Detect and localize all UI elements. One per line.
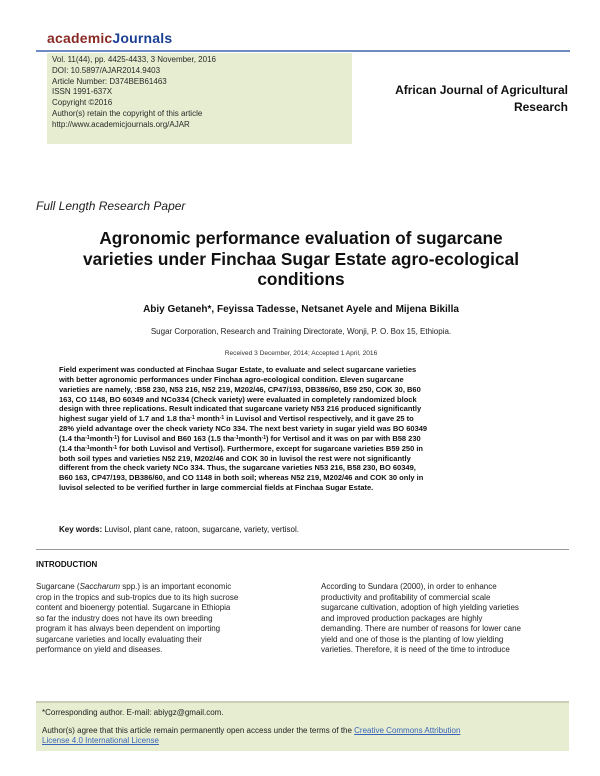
intro-line: varieties. Therefore, it is need of the time to introduce [321, 645, 510, 654]
journal-name-line1: African Journal of Agricultural [395, 83, 568, 97]
journal-name [368, 82, 568, 116]
superscript: -1 [112, 434, 118, 441]
abstract-line [59, 444, 543, 454]
intro-line: crop in the tropics and sub-tropics due to its high sucrose [36, 592, 239, 602]
license-text: Author(s) agree that this article remain permanently open access under the terms of the [42, 725, 355, 735]
abstract-text: in Luvisol and Vertisol respectively, and it gave 25 to [224, 414, 414, 424]
title-line: varieties under Finchaa Sugar Estate agro-ecological [82, 248, 519, 269]
footnote-box [36, 701, 569, 751]
abstract-line: 163, CO 1148, BO 60349 and NCo334 (Check variety) were evaluated in completely randomized block [59, 394, 417, 404]
intro-line: and improved production packages are highly [321, 613, 483, 623]
superscript: -1 [234, 434, 239, 441]
abstract-text: ) for Vertisol and it was on par with B58 230 [266, 433, 421, 443]
paper-type: Full Length Research Paper [36, 199, 186, 213]
abstract-line: 28% yield advantage over the check variety NCo 334. The next best variety in sugar yield was BO 60349 [59, 424, 428, 434]
species-name: Saccharum [79, 582, 121, 591]
paper-title [36, 228, 566, 290]
corresponding-author: *Corresponding author. E-mail: abiygz@gmail.com. [42, 708, 224, 717]
intro-text: Sugarcane ( [36, 582, 80, 591]
header-rule [36, 50, 570, 52]
abstract-line: design with three replications. Result indicated that sugarcane variety N53 216 produced significantly [59, 404, 422, 414]
journal-name-line2: Research [513, 100, 568, 114]
issn-line: ISSN 1991-637X [52, 87, 113, 97]
doi-line: DOI: 10.5897/AJAR2014.9403 [52, 65, 161, 75]
rights-line: Author(s) retain the copyright of this article [52, 108, 203, 118]
abstract-line: Field experiment was conducted at Finchaa Sugar Estate, to evaluate and select sugarcane varieties [59, 365, 417, 374]
copyright-line: Copyright ©2016 [52, 98, 113, 108]
intro-left-column [36, 582, 274, 656]
abstract-line: both soil types and varieties N52 219, M202/46 and COK 30 in luvisol the rest were not significantly [59, 453, 411, 463]
intro-line: sugarcane cultivation, adoption of high yielding varieties [321, 603, 519, 612]
keywords-label: Key words: [59, 525, 103, 534]
intro-line: sugarcane varieties and locally evaluating their [36, 634, 202, 644]
received-accepted-dates: Received 3 December, 2014; Accepted 1 April, 2016 [224, 350, 378, 357]
superscript: -1 [190, 415, 195, 422]
article-number-line: Article Number: D374BEB61463 [52, 76, 167, 86]
affiliation: Sugar Corporation, Research and Training Directorate, Wonji, P. O. Box 15, Ethiopia. [150, 327, 452, 336]
superscript: -1 [85, 434, 90, 441]
volume-line: Vol. 11(44), pp. 4425-4433, 3 November, 2016 [52, 55, 216, 64]
intro-line: demanding. There are number of reasons for lower cane [321, 624, 521, 633]
abstract-line [59, 434, 543, 444]
abstract-line: luvisol selected to be verified further in large commercial fields at Finchaa Sugar Estate. [59, 483, 374, 493]
license-link-cont[interactable]: License 4.0 International License [42, 736, 159, 745]
abstract-line: varieties are namely, :B58 230, N53 216, N52 219, M202/46, CP47/193, DB386/60, B59 250, COK 30, B60 [59, 384, 421, 394]
abstract-text: (1.4 tha [59, 443, 86, 453]
abstract-text: month [238, 433, 262, 443]
abstract-line: different from the check variety NCo 334. Thus, the sugarcane varieties N53 216, B58 230, BO 60349, [59, 463, 416, 473]
intro-right-column [321, 582, 559, 656]
logo-journals: Journals [112, 30, 173, 46]
intro-line [36, 582, 274, 593]
title-line: Agronomic performance evaluation of sugarcane [99, 228, 503, 248]
keywords-text: Luvisol, plant cane, ratoon, sugarcane, variety, vertisol. [102, 525, 299, 534]
intro-line: so far the industry does not have its own breeding [36, 613, 213, 623]
intro-line: yield and one of those is the planting of low yielding [321, 634, 504, 644]
abstract-line: with better agronomic performances under Finchaa agro-ecological condition. Eleven sugarcane [59, 374, 404, 384]
journal-logo [47, 30, 172, 46]
logo-academic: academic [47, 30, 113, 46]
abstract-text: ) for Luvisol and B60 163 (1.5 tha [117, 433, 235, 443]
intro-line: performance on yield and diseases. [36, 645, 163, 654]
article-info-box [47, 53, 352, 144]
abstract-text: for both Luvisol and Vertisol). Furthermore, except for sugarcane varieties B59 250 in [117, 443, 424, 453]
section-divider [36, 549, 569, 550]
superscript: -1 [261, 434, 267, 441]
spacer [42, 719, 563, 726]
intro-line: productivity and profitability of commercial scale [321, 592, 491, 602]
superscript: -1 [112, 444, 118, 451]
intro-line: program it has always been dependent on importing [36, 624, 221, 633]
abstract-text: (1.4 tha [59, 433, 86, 443]
superscript: -1 [85, 444, 90, 451]
abstract [59, 365, 543, 493]
abstract-text: month [89, 433, 113, 443]
abstract-text: highest sugar yield of 1.7 and 1.8 tha [59, 414, 191, 424]
intro-line: content and bioenergy potential. Sugarcane in Ethiopia [36, 603, 231, 612]
intro-line: According to Sundara (2000), in order to enhance [321, 582, 497, 591]
introduction-heading: INTRODUCTION [36, 560, 98, 569]
license-link[interactable]: Creative Commons Attribution [354, 725, 461, 735]
journal-url-link[interactable]: http://www.academicjournals.org/AJAR [52, 119, 190, 129]
license-statement [42, 726, 563, 737]
intro-text: spp.) is an important economic [120, 582, 232, 591]
keywords [59, 525, 299, 534]
abstract-text: month [194, 414, 220, 424]
license-statement-cont [42, 736, 563, 747]
abstract-text: month [89, 443, 113, 453]
title-line: conditions [257, 269, 345, 289]
abstract-line: B60 163, CP47/193, DB386/60, and CO 1148 in both soil; whereas N52 219, M202/46 and COK 30 only in [59, 473, 424, 483]
abstract-line [59, 414, 543, 424]
superscript: -1 [219, 415, 225, 422]
authors: Abiy Getaneh*, Feyissa Tadesse, Netsanet Ayele and Mijena Bikilla [143, 304, 459, 315]
